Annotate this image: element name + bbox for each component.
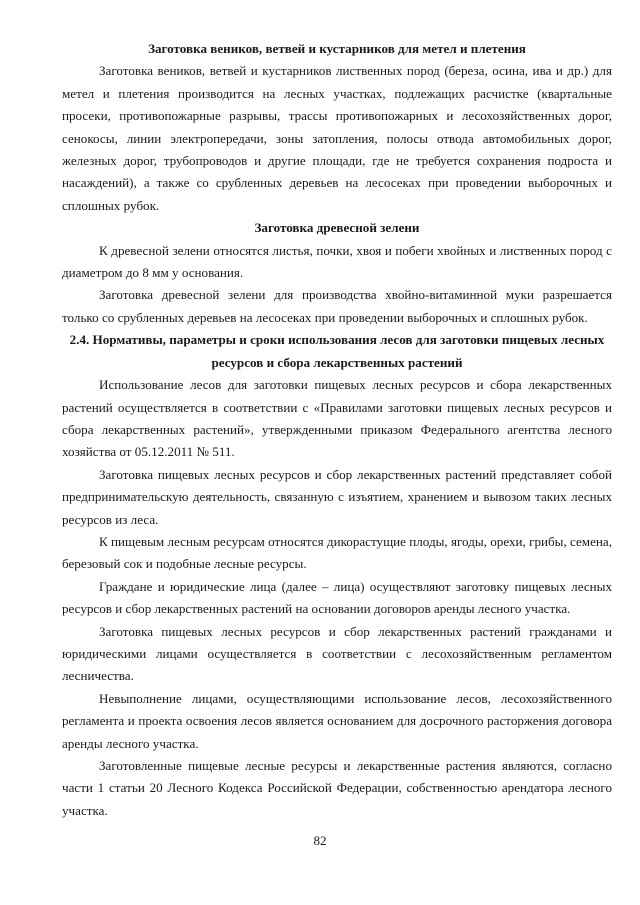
- section-heading-food-resources: 2.4. Нормативы, параметры и сроки использования лесов для заготовки пищевых лесных ресурсов и сбора лекарственных растений: [69, 332, 605, 370]
- document-page: [62, 38, 612, 838]
- paragraph: Заготовка древесной зелени для производства хвойно-витаминной муки разрешается только со срубленных деревьев на лесосеках при проведении выборочных и сплошных рубок.: [62, 287, 612, 325]
- paragraph: Использование лесов для заготовки пищевых лесных ресурсов и сбора лекарственных растений осуществляется в соответствии с «Правилами заготовки пищевых лесных ресурсов и сбора лекарственных растений», утвержденными приказом Федерального агентства лесного хозяйства от 05.12.2011 № 511.: [62, 377, 612, 460]
- paragraph: Граждане и юридические лица (далее – лица) осуществляют заготовку пищевых лесных ресурсов и сбор лекарственных растений на основании договоров аренды лесного участка.: [62, 578, 612, 617]
- paragraph: Заготовка веников, ветвей и кустарников лиственных пород (береза, осина, ива и др.) для метел и плетения производится на лесных участках, подлежащих расчистке (квартальные просеки, противопожарные разрывы, трассы противопожарных и лесохозяйственных дорог, сенокосы, линии электропередачи, зоны затопления, полосы отвода автомобильных дорог, железных дорог, трубопроводов и другие площади, где не требуется сохранения подроста и насаждений), а также со срубленных деревьев на лесосеках при проведении выборочных и сплошных рубок.: [62, 63, 612, 213]
- paragraph: Заготовка пищевых лесных ресурсов и сбор лекарственных растений гражданами и юридическими лицами осуществляется в соответствии с лесохозяйственным регламентом лесничества.: [62, 623, 612, 684]
- paragraph: К древесной зелени относятся листья, почки, хвоя и побеги хвойных и лиственных пород с диаметром до 8 мм у основания.: [62, 242, 612, 281]
- section-heading-brooms: Заготовка веников, ветвей и кустарников для метел и плетения: [148, 41, 526, 56]
- section-heading-green-mass: Заготовка древесной зелени: [254, 220, 420, 236]
- paragraph: Невыполнение лицами, осуществляющими использование лесов, лесохозяйственного регламента и проекта освоения лесов является основанием для досрочного расторжения договора аренды лесного участка.: [62, 690, 612, 751]
- paragraph: К пищевым лесным ресурсам относятся дикорастущие плоды, ягоды, орехи, грибы, семена, березовый сок и подобные лесные ресурсы.: [62, 533, 612, 572]
- page-number: 82: [313, 833, 327, 848]
- paragraph: Заготовленные пищевые лесные ресурсы и лекарственные растения являются, согласно части 1 статьи 20 Лесного Кодекса Российской Федерации, собственностью арендатора лесного участка.: [62, 758, 612, 818]
- paragraph: Заготовка пищевых лесных ресурсов и сбор лекарственных растений представляет собой предпринимательскую деятельность, связанную с изъятием, хранением и вывозом таких лесных ресурсов из леса.: [62, 466, 612, 527]
